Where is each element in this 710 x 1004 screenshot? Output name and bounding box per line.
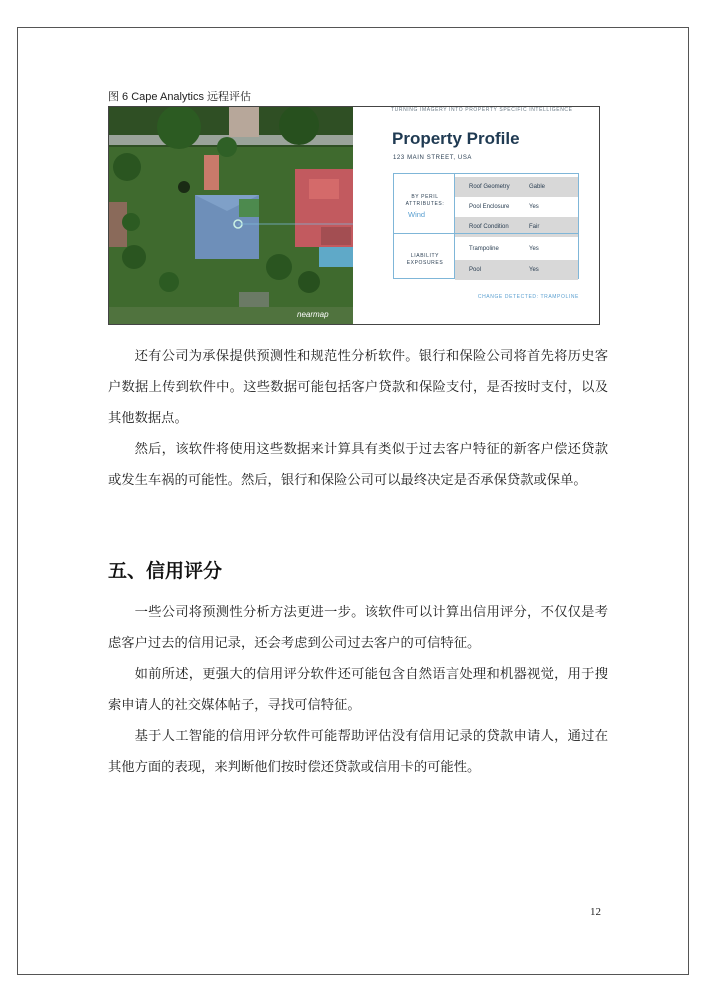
paragraph: 还有公司为承保提供预测性和规范性分析软件。银行和保险公司将首先将历史客户数据上传到软件中。这些数据可能包括客户贷款和保险支付，是否按时支付，以及其他数据点。 (108, 349, 608, 426)
body-text-section-a (108, 341, 608, 496)
attribute-key: Roof Geometry (469, 184, 510, 190)
section-heading: 五、信用评分 (108, 560, 223, 582)
profile-title: Property Profile (392, 129, 520, 148)
body-text-section-b (108, 597, 608, 783)
attribute-row (455, 177, 578, 197)
attribute-key: Trampoline (469, 246, 499, 252)
peril-label: BY PERIL ATTRIBUTES: (405, 194, 445, 207)
attribute-rows (455, 173, 579, 279)
attribute-key: Roof Condition (469, 224, 509, 230)
peril-value: Wind (408, 210, 426, 219)
attribute-value: Yes (529, 246, 539, 252)
paragraph: 一些公司将预测性分析方法更进一步。该软件可以计算出信用评分，不仅仅是考虑客户过去的信用记录，还会考虑到公司过去客户的可信特征。 (108, 605, 608, 651)
figure-caption: 图 6 Cape Analytics 远程评估 (108, 91, 252, 103)
attribute-row (455, 239, 578, 259)
attribute-value: Yes (529, 267, 539, 273)
group-divider (393, 233, 579, 234)
attribute-value: Gable (529, 184, 546, 190)
tagline: TURNING IMAGERY INTO PROPERTY SPECIFIC INTELLIGENCE (391, 107, 573, 113)
profile-address: 123 MAIN STREET, USA (393, 155, 473, 161)
nearmap-watermark: nearmap (297, 310, 329, 319)
attribute-value: Fair (529, 224, 540, 230)
aerial-photo (109, 107, 353, 324)
profile-panel (353, 107, 599, 324)
liability-label: LIABILITY EXPOSURES (406, 253, 444, 266)
paragraph: 基于人工智能的信用评分软件可能帮助评估没有信用记录的贷款申请人，通过在其他方面的表现，来判断他们按时偿还贷款或信用卡的可能性。 (108, 729, 608, 775)
attribute-row (455, 197, 578, 217)
attribute-key: Pool Enclosure (469, 204, 510, 210)
change-detected-label: CHANGE DETECTED: TRAMPOLINE (477, 294, 579, 300)
attribute-value: Yes (529, 204, 539, 210)
paragraph: 如前所述，更强大的信用评分软件还可能包含自然语言处理和机器视觉，用于搜索申请人的社交媒体帖子，寻找可信特征。 (108, 667, 608, 713)
attribute-row (455, 260, 578, 280)
property-profile-figure (108, 106, 600, 325)
attribute-key: Pool (469, 267, 482, 273)
attributes-card (393, 173, 579, 281)
attribute-row (455, 217, 578, 237)
paragraph: 然后，该软件将使用这些数据来计算具有类似于过去客户特征的新客户偿还贷款或发生车祸的可能性。然后，银行和保险公司可以最终决定是否承保贷款或保单。 (108, 442, 608, 488)
page-number: 12 (590, 906, 601, 918)
attributes-label-box (393, 173, 455, 279)
